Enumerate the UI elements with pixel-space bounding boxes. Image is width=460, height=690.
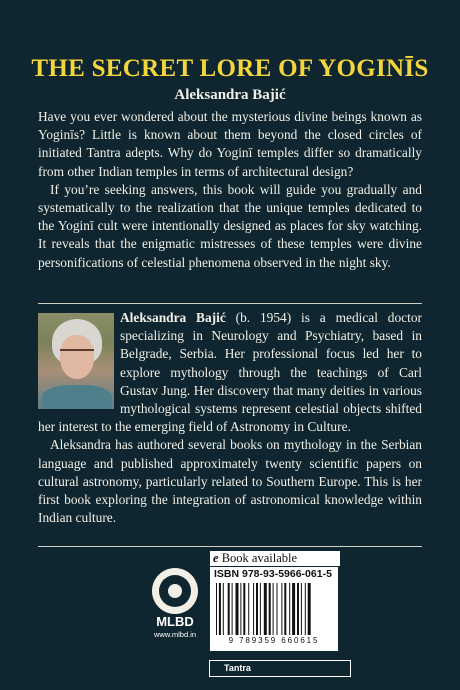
barcode — [216, 583, 332, 635]
blurb-paragraph: Have you ever wondered about the mysterious divine beings known as Yoginīs? Little is known about them beyond the closed circles of initiated Tantra adepts. Why do Yoginī temples differ so dramatically from other Indian temples in terms of architectural design? — [38, 109, 422, 179]
isbn-label: ISBN 978-93-5966-061-5 — [214, 568, 332, 580]
ebook-e-icon: e — [213, 551, 219, 565]
ebook-badge — [210, 551, 340, 566]
category-label: Tantra — [209, 660, 351, 677]
bio-text: (b. 1954) is a medical doctor specializing in Neurology and Psychiatry, based in Belgrade, Serbia. Her professional focus led her to explore mythology through the teachings of Carl Gustav Jung. Her discovery that many deities in various mythological systems represent celestial objects shifted her interest to the emerging field of Astronomy in Culture. — [38, 310, 422, 435]
publisher-logo — [146, 568, 204, 640]
divider — [38, 546, 422, 547]
bio-paragraph: Aleksandra has authored several books on mythology in the Serbian language and published approximately twenty scientific papers on cultural astronomy, particularly related to Southern Europe. This is her first book exploring the integration of astronomical knowledge within Indian culture. — [38, 437, 422, 526]
barcode-digits: 9 789359 660615 — [228, 636, 320, 645]
ebook-label: Book available — [218, 551, 298, 565]
author-name: Aleksandra Bajić — [174, 87, 286, 103]
divider — [38, 303, 422, 304]
bio-author-name: Aleksandra Bajić — [120, 310, 226, 325]
publisher-name: MLBD — [156, 614, 194, 629]
publisher-url: www.mlbd.in — [153, 630, 197, 639]
book-blurb — [38, 108, 422, 272]
author-photo — [38, 313, 114, 409]
book-title: THE SECRET LORE OF YOGINĪS — [31, 55, 429, 82]
isbn-block — [210, 567, 338, 651]
blurb-paragraph: If you’re seeking answers, this book will guide you gradually and systematically to the realization that the unique temples dedicated to the Yoginī cult were intentionally designed as places for sky watching. It reveals that the enigmatic mistresses of these temples were divine personifications of celestial phenomena observed in the night sky. — [38, 181, 422, 270]
